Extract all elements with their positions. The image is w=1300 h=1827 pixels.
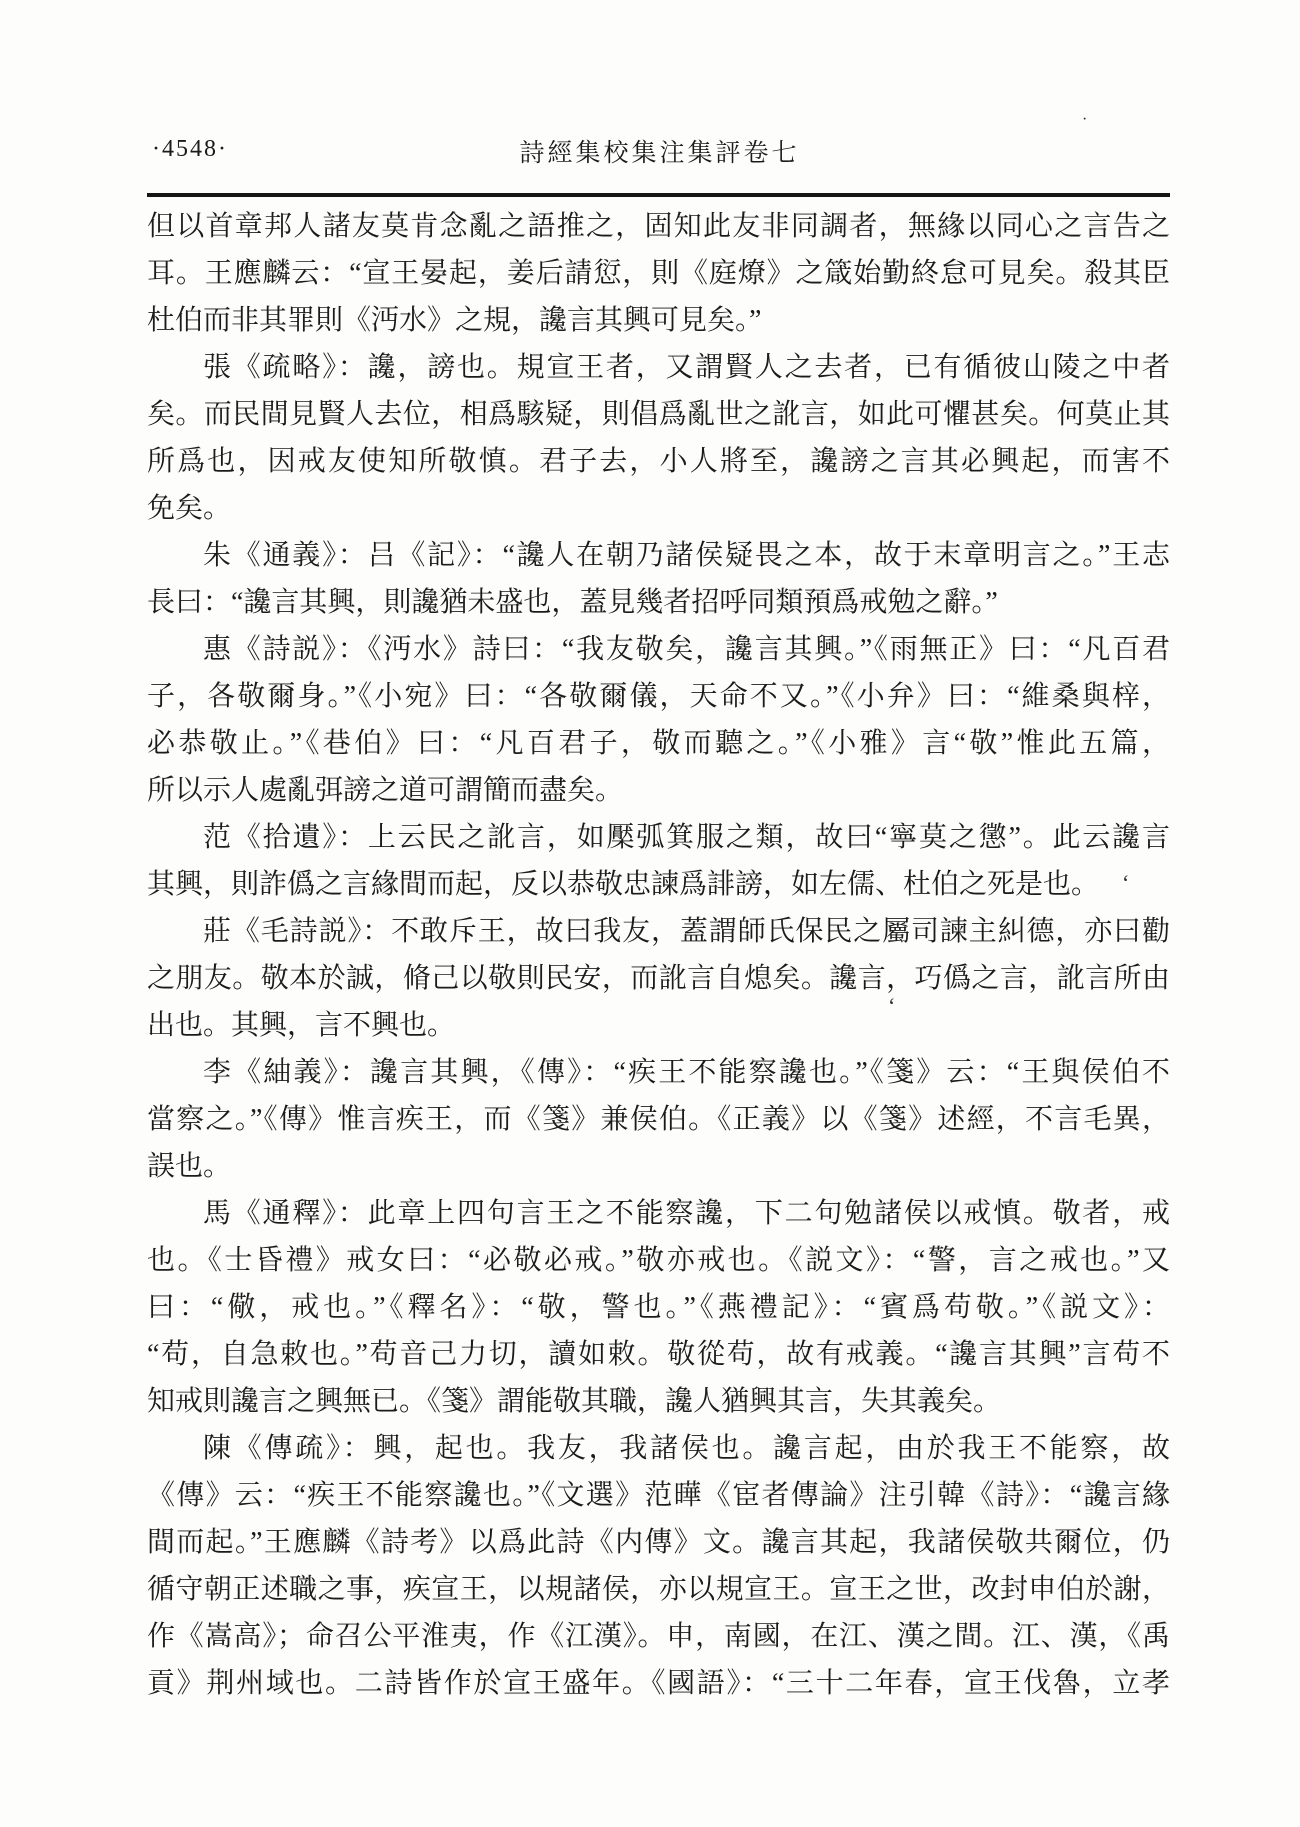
body-text [147, 203, 1170, 1707]
text-line: 循守朝正述職之事，疾宣王，以規諸侯，亦以規宣王。宣王之世，改封申伯於謝， [147, 1574, 1170, 1605]
text-line: 知戒則讒言之興無已。《箋》謂能敬其職，讒人猶興其言，失其義矣。 [147, 1386, 1002, 1417]
text-line: 作《嵩高》；命召公平淮夷，作《江漢》。申，南國，在江、漢之間。江、漢，《禹 [147, 1621, 1170, 1652]
page-header [147, 130, 1172, 170]
text-line: 但以首章邦人諸友莫肯念亂之語推之，固知此友非同調者，無緣以同心之言告之 [147, 211, 1170, 242]
text-line: 范《拾遺》：上云民之訛言，如檿弧箕服之類，故曰“寧莫之懲”。此云讒言 [203, 822, 1170, 853]
text-line: 其興，則詐僞之言緣間而起，反以恭敬忠諫爲誹謗，如左儒、杜伯之死是也。 [147, 869, 1100, 900]
running-title: 詩經集校集注集評卷七 [519, 140, 800, 167]
text-line: 曰：“儆，戒也。”《釋名》：“敬，警也。”《燕禮記》：“賓爲苟敬。”《説文》： [147, 1292, 1170, 1323]
text-line: 朱《通義》：吕《記》：“讒人在朝乃諸侯疑畏之本，故于末章明言之。”王志 [203, 540, 1170, 571]
text-line: 莊《毛詩説》：不敢斥王，故曰我友，蓋謂師氏保民之屬司諫主糾德，亦曰勸 [203, 916, 1170, 947]
scan-speck: ‘ [888, 993, 896, 1018]
page-number: ·4548· [152, 136, 228, 162]
header-rule [147, 193, 1170, 197]
text-line: 必恭敬止。”《巷伯》曰：“凡百君子，敬而聽之。”《小雅》言“敬”惟此五篇， [147, 728, 1170, 759]
text-line: 免矣。 [147, 493, 232, 524]
text-line: 耳。王應麟云：“宣王晏起，姜后請愆，則《庭燎》之箴始勤終怠可見矣。殺其臣 [147, 258, 1170, 289]
text-line: “苟，自急敕也。”苟音己力切，讀如敕。敬從苟，故有戒義。“讒言其興”言苟不 [147, 1339, 1170, 1370]
text-line: 誤也。 [147, 1151, 232, 1182]
text-line: 出也。其興，言不興也。 [147, 1010, 456, 1041]
text-line: 之朋友。敬本於誠，脩己以敬則民安，而訛言自熄矣。讒言，巧僞之言，訛言所由 [147, 963, 1170, 994]
text-line: 陳《傳疏》：興，起也。我友，我諸侯也。讒言起，由於我王不能察，故 [203, 1433, 1170, 1464]
text-line: 子，各敬爾身。”《小宛》曰：“各敬爾儀，天命不又。”《小弁》曰：“維桑與梓， [147, 681, 1170, 712]
text-line: 所以示人處亂弭謗之道可謂簡而盡矣。 [147, 775, 624, 806]
scan-speck: · [1082, 111, 1088, 128]
scan-speck: ‘ [1122, 870, 1130, 895]
text-line: 馬《通釋》：此章上四句言王之不能察讒，下二句勉諸侯以戒慎。敬者，戒 [203, 1198, 1170, 1229]
text-line: 長曰：“讒言其興，則讒猶未盛也，蓋見幾者招呼同類預爲戒勉之辭。” [147, 587, 998, 618]
text-line: 李《紬義》：讒言其興，《傳》：“疾王不能察讒也。”《箋》云：“王與侯伯不 [203, 1057, 1170, 1088]
text-line: 惠《詩説》：《沔水》詩曰：“我友敬矣，讒言其興。”《雨無正》曰：“凡百君 [203, 634, 1170, 665]
text-line: 張《疏略》：讒，謗也。規宣王者，又謂賢人之去者，已有循彼山陵之中者 [203, 352, 1170, 383]
text-line: 當察之。”《傳》惟言疾王，而《箋》兼侯伯。《正義》以《箋》述經，不言毛異， [147, 1104, 1170, 1135]
text-line: 所爲也，因戒友使知所敬慎。君子去，小人將至，讒謗之言其必興起，而害不 [147, 446, 1170, 477]
text-line: 矣。而民間見賢人去位，相爲駭疑，則倡爲亂世之訛言，如此可懼甚矣。何莫止其 [147, 399, 1170, 430]
text-line: 間而起。”王應麟《詩考》以爲此詩《内傳》文。讒言其起，我諸侯敬共爾位，仍 [147, 1527, 1170, 1558]
text-line: 貢》荆州域也。二詩皆作於宣王盛年。《國語》：“三十二年春，宣王伐魯，立孝 [147, 1668, 1170, 1699]
text-line: 杜伯而非其罪則《沔水》之規，讒言其興可見矣。” [147, 305, 762, 336]
text-line: 《傳》云：“疾王不能察讒也。”《文選》范曄《宦者傳論》注引韓《詩》：“讒言緣 [147, 1480, 1170, 1511]
text-line: 也。《士昏禮》戒女曰：“必敬必戒。”敬亦戒也。《説文》：“警，言之戒也。”又 [147, 1245, 1170, 1276]
